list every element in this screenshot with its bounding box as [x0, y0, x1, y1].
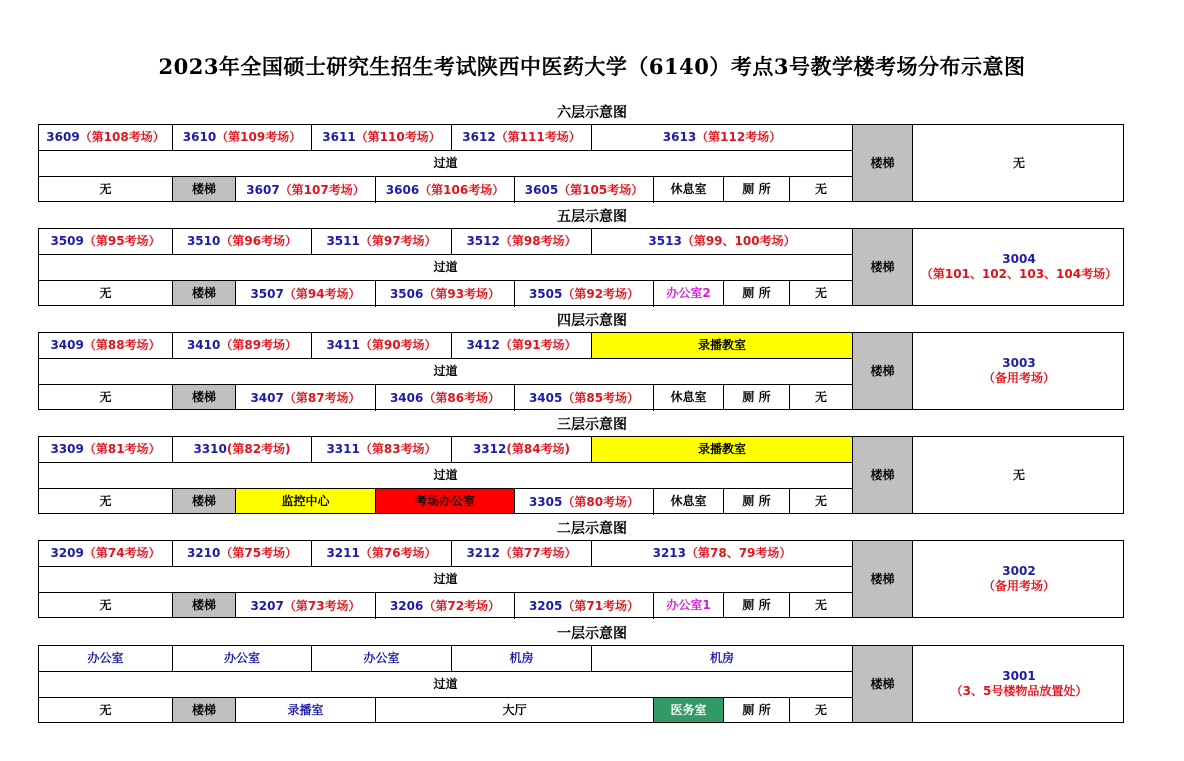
room-number: 3212	[466, 546, 500, 560]
room-number: 3605	[524, 182, 559, 197]
exam-room-cell	[312, 541, 452, 567]
room-number: 3205	[528, 598, 563, 613]
stairs-column: 楼梯	[853, 541, 913, 617]
exam-hall-label: （第99、100考场）	[681, 234, 796, 248]
floor-title: 六层示意图	[557, 105, 627, 121]
right-room-number: 3001	[1002, 669, 1036, 683]
empty-cell: 无	[39, 177, 173, 201]
empty-cell: 无	[790, 281, 853, 305]
toilet: 厕 所	[724, 385, 790, 409]
exam-room-cell	[452, 229, 592, 255]
toilet: 厕 所	[724, 489, 790, 513]
exam-hall-label: （第106考场）	[419, 182, 505, 197]
empty-cell: 无	[790, 385, 853, 409]
office-room-cell: 机房	[452, 646, 592, 672]
floor-title: 三层示意图	[557, 417, 627, 433]
exam-hall-label: （第74考场）	[83, 546, 161, 560]
exam-room-cell	[376, 281, 515, 307]
toilet: 厕 所	[724, 177, 790, 201]
right-room-block	[913, 333, 1125, 409]
exam-hall-label: (第82考场)	[226, 442, 291, 456]
stairs-column: 楼梯	[853, 646, 913, 722]
empty-cell: 无	[790, 593, 853, 617]
right-room-number: 无	[1012, 155, 1025, 170]
right-room-block	[913, 437, 1125, 513]
exam-hall-label: (第84考场)	[506, 442, 571, 456]
office-room-cell: 办公室	[39, 646, 173, 672]
corridor: 过道	[39, 255, 853, 281]
exam-room-cell	[236, 281, 376, 307]
exam-room-cell	[39, 437, 173, 463]
exam-room-cell	[39, 541, 173, 567]
exam-room-cell	[515, 177, 654, 203]
empty-cell: 无	[39, 281, 173, 305]
empty-cell: 无	[39, 593, 173, 617]
exam-hall-label: （第89考场）	[220, 338, 298, 352]
stairs-cell: 楼梯	[173, 489, 236, 513]
corridor: 过道	[39, 151, 853, 177]
room-number: 3611	[322, 130, 356, 144]
empty-cell: 无	[790, 698, 853, 722]
stairs-cell: 楼梯	[173, 281, 236, 305]
floor-plan-f4	[38, 332, 1124, 410]
right-room-number: 无	[1012, 467, 1025, 482]
room-number: 3213	[652, 546, 686, 560]
room-number: 3506	[389, 286, 424, 301]
floor-title: 四层示意图	[557, 313, 627, 329]
exam-room-cell	[312, 333, 452, 359]
right-room-note: （3、5号楼物品放置处）	[950, 684, 1088, 698]
floor-title: 一层示意图	[557, 626, 627, 642]
exam-room-cell	[452, 437, 592, 463]
floor-plan-f3	[38, 436, 1124, 514]
exam-room-cell	[452, 333, 592, 359]
room-number: 3613	[662, 130, 697, 144]
empty-cell: 无	[39, 385, 173, 409]
exam-room-cell	[452, 125, 592, 151]
room-number: 3410	[186, 338, 221, 352]
toilet: 厕 所	[724, 281, 790, 305]
exam-room-cell	[592, 541, 853, 567]
recording-classroom: 录播教室	[592, 437, 853, 463]
room-number: 3512	[466, 234, 500, 248]
floor-plan-f2	[38, 540, 1124, 618]
corridor: 过道	[39, 463, 853, 489]
exam-room-cell	[236, 385, 376, 411]
room-number: 3305	[528, 494, 563, 509]
exam-hall-label: （第85考场）	[562, 390, 640, 405]
office-cell: 办公室2	[654, 281, 724, 305]
room-number: 3507	[250, 286, 284, 301]
exam-room-cell	[312, 229, 452, 255]
exam-hall-label: （第94考场）	[283, 286, 361, 301]
exam-hall-label: （第96考场）	[220, 234, 298, 248]
page-title: 2023年全国硕士研究生招生考试陕西中医药大学（6140）考点3号教学楼考场分布示意图	[158, 54, 1026, 79]
right-room-note: （备用考场）	[982, 579, 1055, 593]
room-number: 3609	[46, 130, 80, 144]
room-number: 3407	[250, 390, 284, 405]
exam-hall-label: （第83考场）	[359, 442, 437, 456]
lobby: 大厅	[376, 698, 654, 722]
right-room-number: 3004	[1002, 252, 1036, 266]
exam-room-cell	[39, 125, 173, 151]
exam-room-cell	[376, 385, 515, 411]
exam-hall-label: （第80考场）	[562, 494, 640, 509]
right-room-block	[913, 646, 1125, 722]
exam-hall-label: （第110考场）	[355, 130, 441, 144]
stairs-cell: 楼梯	[173, 698, 236, 722]
exam-room-cell	[173, 125, 312, 151]
clinic: 医务室	[654, 698, 724, 722]
exam-room-cell	[173, 541, 312, 567]
office-room-cell: 办公室	[173, 646, 312, 672]
exam-hall-label: （第91考场）	[499, 338, 577, 352]
exam-hall-label: （第88考场）	[83, 338, 161, 352]
floor-plan-f1	[38, 645, 1124, 723]
room-number: 3509	[50, 234, 84, 248]
right-room-block	[913, 541, 1125, 617]
exam-hall-label: （第112考场）	[696, 130, 782, 144]
exam-hall-label: （第109考场）	[216, 130, 302, 144]
floor-plan-f5	[38, 228, 1124, 306]
exam-hall-label: （第90考场）	[359, 338, 437, 352]
exam-hall-label: （第93考场）	[423, 286, 501, 301]
exam-hall-label: （第73考场）	[283, 598, 361, 613]
exam-room-cell	[173, 437, 312, 463]
room-number: 3612	[462, 130, 496, 144]
stairs-cell: 楼梯	[173, 385, 236, 409]
exam-room-cell	[236, 593, 376, 619]
lounge: 休息室	[654, 177, 724, 201]
exam-hall-label: （第95考场）	[83, 234, 161, 248]
recording-classroom: 录播教室	[592, 333, 853, 359]
exam-room-cell	[39, 333, 173, 359]
exam-hall-label: （第87考场）	[283, 390, 361, 405]
stairs-column: 楼梯	[853, 229, 913, 305]
stairs-cell: 楼梯	[173, 177, 236, 201]
lounge: 休息室	[654, 385, 724, 409]
room-number: 3412	[466, 338, 500, 352]
right-room-block	[913, 125, 1125, 201]
stairs-column: 楼梯	[853, 125, 913, 201]
room-number: 3405	[528, 390, 563, 405]
floor-title: 二层示意图	[557, 521, 627, 537]
exam-hall-label: （第81考场）	[83, 442, 161, 456]
room-number: 3406	[389, 390, 424, 405]
right-room-number: 3002	[1002, 564, 1036, 578]
exam-hall-label: （第72考场）	[423, 598, 501, 613]
exam-room-cell	[376, 177, 515, 203]
room-number: 3312	[472, 442, 507, 456]
room-number: 3209	[50, 546, 84, 560]
exam-hall-label: （第75考场）	[220, 546, 298, 560]
room-number: 3510	[186, 234, 221, 248]
room-number: 3513	[648, 234, 682, 248]
exam-hall-label: （第108考场）	[79, 130, 165, 144]
empty-cell: 无	[39, 489, 173, 513]
exam-hall-label: （第97考场）	[359, 234, 437, 248]
exam-hall-label: （第98考场）	[499, 234, 577, 248]
exam-room-cell	[173, 229, 312, 255]
exam-hall-label: （第92考场）	[562, 286, 640, 301]
recording-room: 录播室	[236, 698, 376, 722]
exam-room-cell	[312, 125, 452, 151]
exam-room-cell	[236, 177, 376, 203]
exam-room-cell	[39, 229, 173, 255]
exam-room-cell	[515, 385, 654, 411]
toilet: 厕 所	[724, 698, 790, 722]
exam-room-cell	[515, 281, 654, 307]
empty-cell: 无	[790, 177, 853, 201]
exam-hall-label: （第111考场）	[495, 130, 581, 144]
room-number: 3310	[193, 442, 227, 456]
office-room-cell: 机房	[592, 646, 853, 672]
empty-cell: 无	[790, 489, 853, 513]
room-number: 3309	[50, 442, 84, 456]
room-number: 3211	[326, 546, 360, 560]
exam-room-cell	[312, 437, 452, 463]
exam-room-cell	[376, 593, 515, 619]
floor-title: 五层示意图	[557, 209, 627, 225]
exam-hall-label: （第76考场）	[359, 546, 437, 560]
room-number: 3610	[182, 130, 217, 144]
stairs-column: 楼梯	[853, 333, 913, 409]
right-room-block	[913, 229, 1125, 305]
room-number: 3206	[389, 598, 424, 613]
room-number: 3409	[50, 338, 84, 352]
exam-room-cell	[592, 125, 853, 151]
room-number: 3505	[528, 286, 563, 301]
corridor: 过道	[39, 567, 853, 593]
exam-hall-label: （第71考场）	[562, 598, 640, 613]
exam-room-cell	[452, 541, 592, 567]
right-room-note: （备用考场）	[982, 371, 1055, 385]
room-number: 3411	[326, 338, 360, 352]
room-number: 3607	[246, 182, 280, 197]
exam-room-cell	[592, 229, 853, 255]
exam-office: 考场办公室	[376, 489, 515, 513]
office-room-cell: 办公室	[312, 646, 452, 672]
monitoring-center: 监控中心	[236, 489, 376, 513]
right-room-number: 3003	[1002, 356, 1036, 370]
room-number: 3311	[326, 442, 360, 456]
room-number: 3207	[250, 598, 284, 613]
exam-room-cell	[173, 333, 312, 359]
lounge: 休息室	[654, 489, 724, 513]
stairs-column: 楼梯	[853, 437, 913, 513]
exam-hall-label: （第107考场）	[279, 182, 365, 197]
exam-hall-label: （第78、79考场）	[686, 546, 792, 560]
room-number: 3210	[186, 546, 221, 560]
exam-hall-label: （第77考场）	[499, 546, 577, 560]
stairs-cell: 楼梯	[173, 593, 236, 617]
office-cell: 办公室1	[654, 593, 724, 617]
empty-cell: 无	[39, 698, 173, 722]
floor-plan-f6	[38, 124, 1124, 202]
toilet: 厕 所	[724, 593, 790, 617]
corridor: 过道	[39, 359, 853, 385]
room-number: 3606	[385, 182, 420, 197]
exam-hall-label: （第86考场）	[423, 390, 501, 405]
exam-room-cell	[515, 593, 654, 619]
exam-hall-label: （第105考场）	[558, 182, 644, 197]
room-number: 3511	[326, 234, 360, 248]
exam-room-cell	[515, 489, 654, 515]
corridor: 过道	[39, 672, 853, 698]
right-room-note: （第101、102、103、104考场）	[920, 267, 1118, 281]
